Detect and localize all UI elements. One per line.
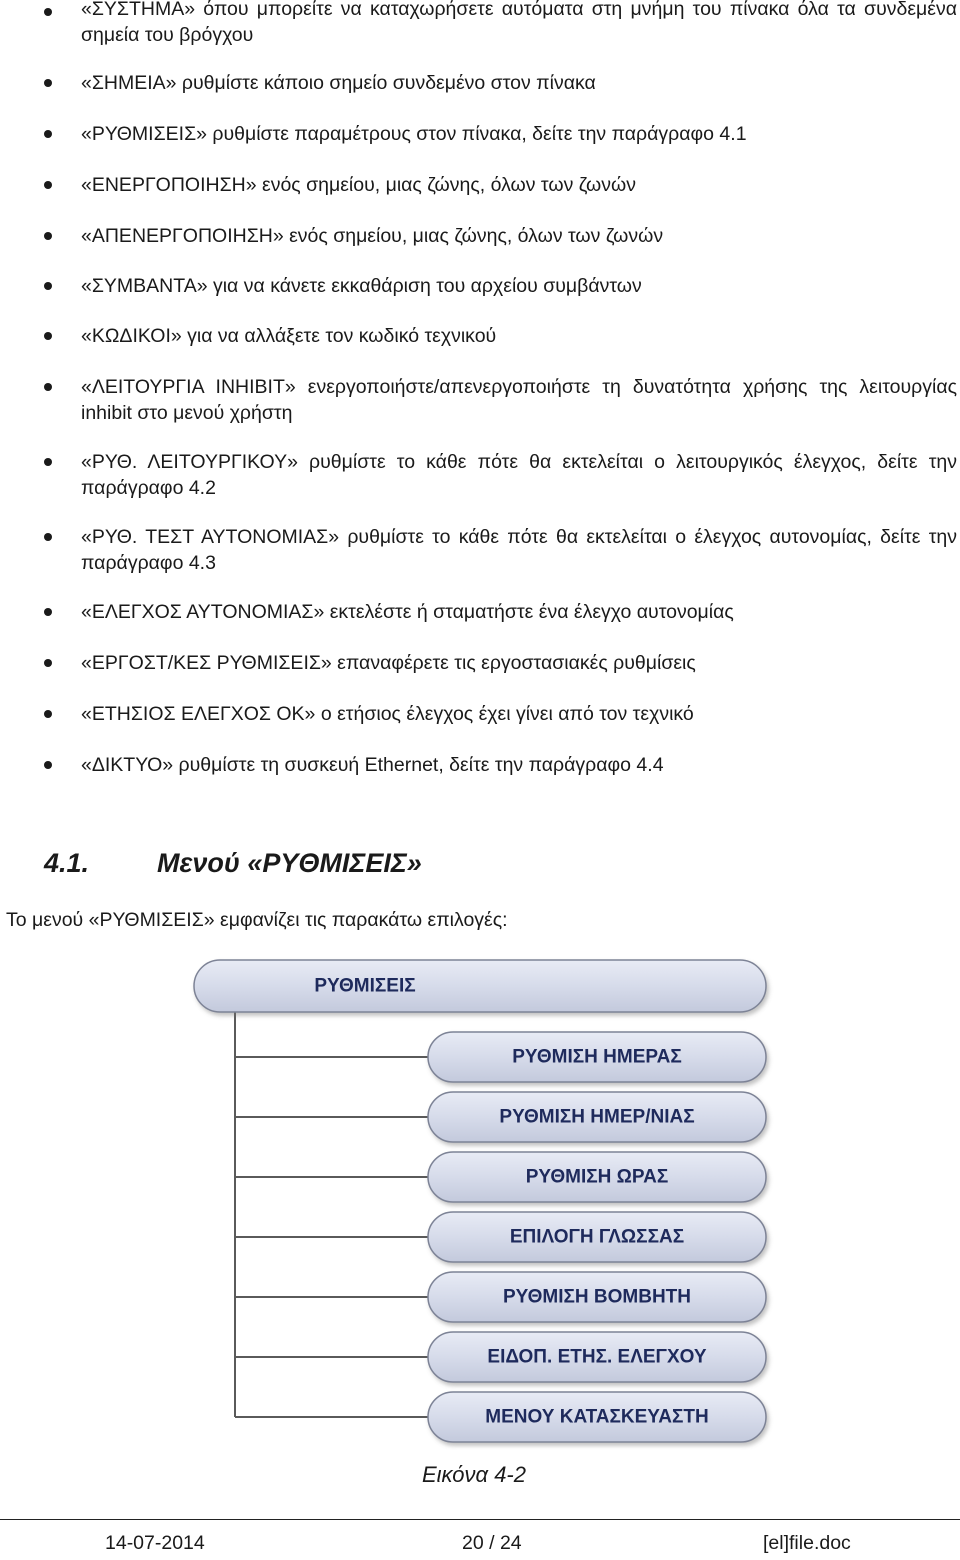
bullet-icon bbox=[44, 181, 52, 189]
bullet-icon bbox=[44, 659, 52, 667]
menu-root-label: ΡΥΘΜΙΣΕΙΣ bbox=[314, 975, 416, 997]
list-item-text: «ΕΡΓΟΣΤ/ΚΕΣ ΡΥΘΜΙΣΕΙΣ» επαναφέρετε τις εργοστασιακές ρυθμίσεις bbox=[81, 652, 696, 674]
list-item-text: «ΣΥΜΒΑΝΤΑ» για να κάνετε εκκαθάριση του αρχείου συμβάντων bbox=[81, 275, 642, 297]
footer-divider bbox=[0, 1519, 960, 1520]
menu-node-label: ΕΙΔΟΠ. ΕΤΗΣ. ΕΛΕΓΧΟΥ bbox=[487, 1346, 707, 1368]
bullet-icon bbox=[44, 282, 52, 290]
list-item-text: «ΔΙΚΤΥΟ» ρυθμίστε τη συσκευή Ethernet, δείτε την παράγραφο 4.4 bbox=[81, 754, 664, 776]
bullet-icon bbox=[44, 232, 52, 240]
menu-root-node bbox=[194, 960, 766, 1012]
list-item-text: «ΛΕΙΤΟΥΡΓΙΑ INHIBIT» ενεργοποιήστε/απενεργοποιήστε τη δυνατότητα χρήσης της λειτουργίας inhibit στο μενού χρήστη bbox=[81, 376, 957, 424]
footer-source: [el]file.doc bbox=[763, 1532, 851, 1554]
list-item-text: «ΣΗΜΕΙΑ» ρυθμίστε κάποιο σημείο συνδεμένο στον πίνακα bbox=[81, 72, 596, 94]
bullet-icon bbox=[44, 8, 52, 16]
section-heading bbox=[44, 848, 422, 879]
list-item-text: «ΕΤΗΣΙΟΣ ΕΛΕΓΧΟΣ OK» ο ετήσιος έλεγχος έχει γίνει από τον τεχνικό bbox=[81, 703, 694, 725]
list-item-text: «ΚΩΔΙΚΟΙ» για να αλλάξετε τον κωδικό τεχνικού bbox=[81, 325, 497, 347]
section-intro: Το μενού «ΡΥΘΜΙΣΕΙΣ» εμφανίζει τις παρακάτω επιλογές: bbox=[6, 909, 508, 931]
section-title: Μενού «ΡΥΘΜΙΣΕΙΣ» bbox=[157, 848, 422, 878]
footer-page-number: 20 / 24 bbox=[462, 1532, 522, 1554]
figure-caption: Εικόνα 4-2 bbox=[422, 1462, 526, 1487]
footer-date: 14-07-2014 bbox=[105, 1532, 205, 1554]
menu-node bbox=[428, 1392, 766, 1442]
section-number: 4.1. bbox=[44, 848, 90, 878]
menu-tree-diagram bbox=[0, 950, 960, 1450]
menu-node bbox=[428, 1272, 766, 1322]
bullet-icon bbox=[44, 458, 52, 466]
bullet-icon bbox=[44, 533, 52, 541]
menu-node bbox=[428, 1152, 766, 1202]
menu-node bbox=[428, 1212, 766, 1262]
list-item-text: «ΣΥΣΤΗΜΑ» όπου μπορείτε να καταχωρήσετε αυτόματα στη μνήμη του πίνακα όλα τα συνδεμένα σημεία του βρόγχου bbox=[81, 0, 957, 46]
bullet-icon bbox=[44, 130, 52, 138]
bullet-icon bbox=[44, 608, 52, 616]
menu-node bbox=[428, 1032, 766, 1082]
menu-node-label: ΜΕΝΟΥ ΚΑΤΑΣΚΕΥΑΣΤΗ bbox=[485, 1406, 709, 1428]
bullet-icon bbox=[44, 332, 52, 340]
menu-node-label: ΡΥΘΜΙΣΗ ΩΡΑΣ bbox=[525, 1166, 669, 1188]
list-item-text: «ΕΛΕΓΧΟΣ ΑΥΤΟΝΟΜΙΑΣ» εκτελέστε ή σταματήστε ένα έλεγχο αυτονομίας bbox=[81, 601, 734, 623]
bullet-icon bbox=[44, 710, 52, 718]
menu-node bbox=[428, 1332, 766, 1382]
list-item-text: «ΡΥΘ. ΛΕΙΤΟΥΡΓΙΚΟΥ» ρυθμίστε το κάθε πότε θα εκτελείται ο λειτουργικός έλεγχος, δείτε την παράγραφο 4.2 bbox=[81, 451, 957, 499]
bullet-icon bbox=[44, 79, 52, 87]
list-item-text: «ΑΠΕΝΕΡΓΟΠΟΙΗΣΗ» ενός σημείου, μιας ζώνης, όλων των ζωνών bbox=[81, 225, 664, 247]
list-item-text: «ΕΝΕΡΓΟΠΟΙΗΣΗ» ενός σημείου, μιας ζώνης, όλων των ζωνών bbox=[81, 174, 636, 196]
list-item-text: «ΡΥΘ. ΤΕΣΤ ΑΥΤΟΝΟΜΙΑΣ» ρυθμίστε το κάθε πότε θα εκτελείται ο έλεγχος αυτονομίας, δείτε την παράγραφο 4.3 bbox=[81, 526, 957, 574]
bullet-icon bbox=[44, 383, 52, 391]
bullet-icon bbox=[44, 761, 52, 769]
menu-node bbox=[428, 1092, 766, 1142]
menu-node-label: ΡΥΘΜΙΣΗ ΗΜΕΡ/ΝΙΑΣ bbox=[499, 1106, 695, 1128]
list-item-text: «ΡΥΘΜΙΣΕΙΣ» ρυθμίστε παραμέτρους στον πίνακα, δείτε την παράγραφο 4.1 bbox=[81, 123, 747, 145]
menu-node-label: ΡΥΘΜΙΣΗ ΒΟΜΒΗΤΗ bbox=[502, 1286, 692, 1308]
menu-node-label: ΡΥΘΜΙΣΗ ΗΜΕΡΑΣ bbox=[512, 1046, 682, 1068]
menu-node-label: ΕΠΙΛΟΓΗ ΓΛΩΣΣΑΣ bbox=[509, 1226, 685, 1248]
